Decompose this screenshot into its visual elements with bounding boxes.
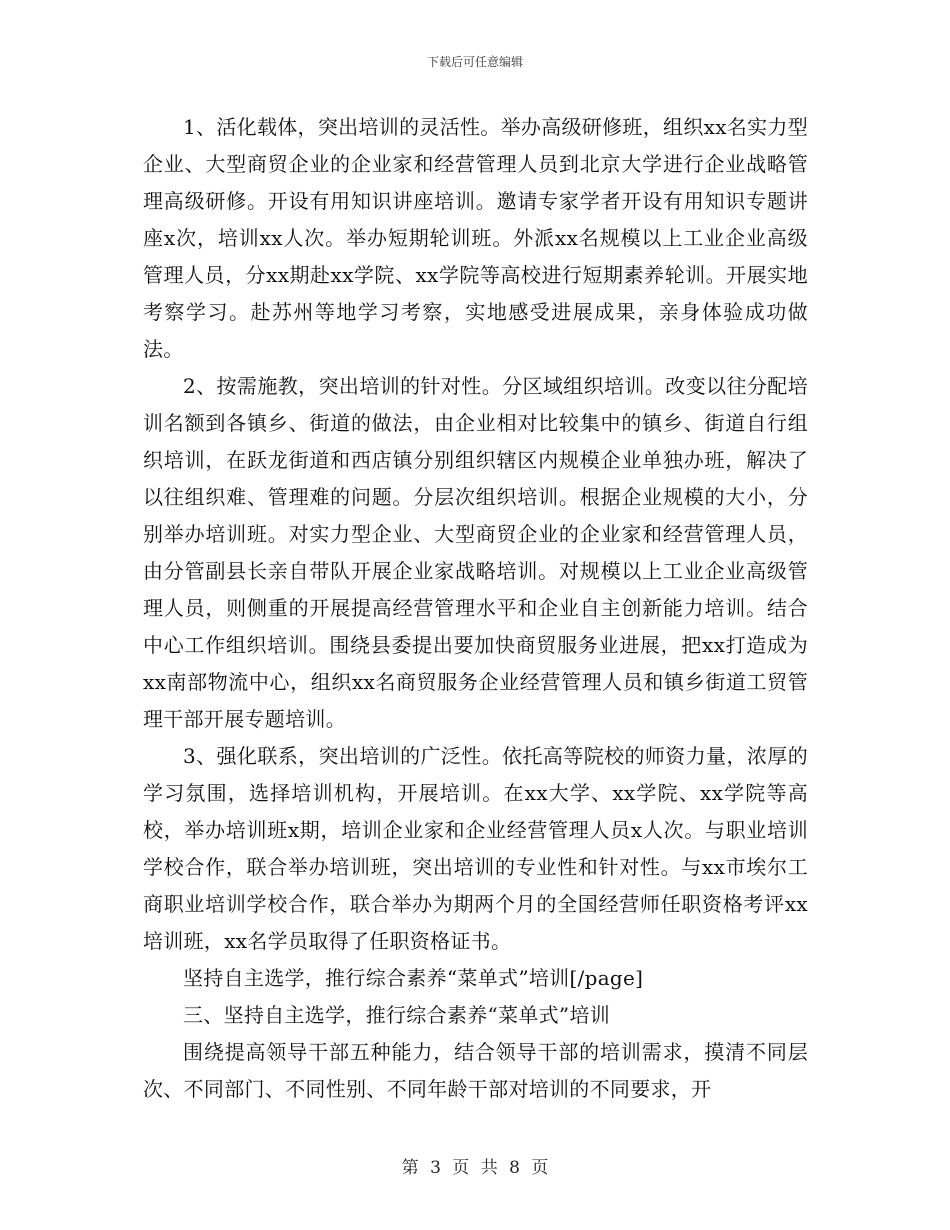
document-body (143, 109, 808, 1108)
header-note: 下载后可任意编辑 (426, 55, 523, 69)
paragraph: 1、活化载体，突出培训的灵活性。举办高级研修班，组织xx名实力型企业、大型商贸企业的企业家和经营管理人员到北京大学进行企业战略管理高级研修。开设有用知识讲座培训。邀请专家学者开设有用知识专题讲座x次，培训xx人次。举办短期轮训班。外派xx名规模以上工业企业高级管理人员，分xx期赴xx学院、xx学院等高校进行短期素养轮训。开展实地考察学习。赴苏州等地学习考察，实地感受进展成果，亲身体验成功做法。 (143, 115, 808, 361)
section-heading: 三、坚持自主选学，推行综合素养“菜单式”培训 (183, 1003, 611, 1027)
page-number-footer: 第 3 页 共 8 页 (401, 1158, 549, 1178)
paragraph: 坚持自主选学，推行综合素养“菜单式”培训[/page] (183, 966, 644, 990)
paragraph: 2、按需施教，突出培训的针对性。分区域组织培训。改变以往分配培训名额到各镇乡、街道的做法，由企业相对比较集中的镇乡、街道自行组织培训，在跃龙街道和西店镇分别组织辖区内规模企业单独办班，解决了以往组织难、管理难的问题。分层次组织培训。根据企业规模的大小，分别举办培训班。对实力型企业、大型商贸企业的企业家和经营管理人员，由分管副县长亲自带队开展企业家战略培训。对规模以上工业企业高级管理人员，则侧重的开展提高经营管理水平和企业自主创新能力培训。结合中心工作组织培训。围绕县委提出要加快商贸服务业进展，把xx打造成为xx南部物流中心，组织xx名商贸服务企业经营管理人员和镇乡街道工贸管理干部开展专题培训。 (143, 374, 808, 731)
paragraph: 围绕提高领导干部五种能力，结合领导干部的培训需求，摸清不同层次、不同部门、不同性别、不同年龄干部对培训的不同要求，开 (143, 1040, 808, 1101)
paragraph: 3、强化联系，突出培训的广泛性。依托高等院校的师资力量，浓厚的学习氛围，选择培训机构，开展培训。在xx大学、xx学院、xx学院等高校，举办培训班x期，培训企业家和企业经营管理人员x人次。与职业培训学校合作，联合举办培训班，突出培训的专业性和针对性。与xx市埃尔工商职业培训学校合作，联合举办为期两个月的全国经营师任职资格考评xx培训班，xx名学员取得了任职资格证书。 (143, 744, 808, 953)
